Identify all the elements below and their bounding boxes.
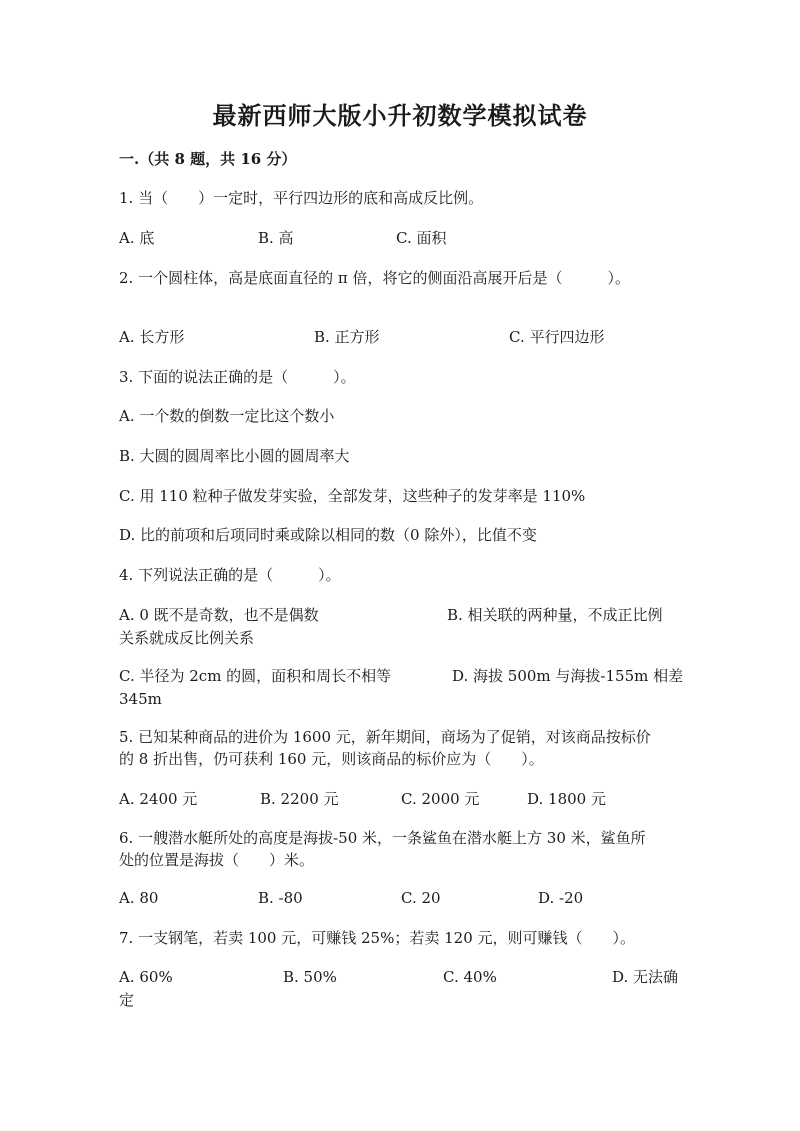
- question-5-stem-line-2: 的 8 折出售，仍可获利 160 元，则该商品的标价应为（ ）。: [119, 750, 544, 768]
- question-4-option-c: C. 半径为 2cm 的圆，面积和周长不相等: [119, 667, 392, 685]
- question-2-option-b: B. 正方形: [314, 328, 380, 346]
- question-7-option-b: B. 50%: [283, 968, 337, 986]
- question-7-option-a: A. 60%: [119, 968, 173, 986]
- section-heading: 一.（共 8 题，共 16 分）: [119, 150, 297, 168]
- question-1-option-b: B. 高: [258, 229, 294, 247]
- question-5-option-d: D. 1800 元: [527, 790, 606, 808]
- question-5-option-a: A. 2400 元: [119, 790, 198, 808]
- question-6-stem-line-2: 处的位置是海拔（ ）米。: [119, 851, 315, 869]
- page-title: 最新西师大版小升初数学模拟试卷: [212, 101, 588, 130]
- question-6-option-c: C. 20: [401, 889, 441, 907]
- question-4-stem: 4. 下列说法正确的是（ ）。: [119, 566, 341, 584]
- question-2-stem: 2. 一个圆柱体，高是底面直径的 π 倍，将它的侧面沿高展开后是（ ）。: [119, 269, 630, 287]
- question-7-option-d: D. 无法确: [612, 968, 679, 986]
- question-7-stem: 7. 一支钢笔，若卖 100 元，可赚钱 25%；若卖 120 元，则可赚钱（ ）。: [119, 929, 636, 947]
- question-3-option-b: B. 大圆的圆周率比小圆的圆周率大: [119, 447, 350, 465]
- question-1-option-a: A. 底: [119, 229, 155, 247]
- question-5-option-b: B. 2200 元: [260, 790, 339, 808]
- question-2-option-a: A. 长方形: [119, 328, 185, 346]
- question-7-option-d-wrap: 定: [119, 991, 135, 1009]
- question-6-option-d: D. -20: [538, 889, 584, 907]
- question-3-option-a: A. 一个数的倒数一定比这个数小: [119, 407, 335, 425]
- question-3-stem: 3. 下面的说法正确的是（ ）。: [119, 368, 356, 386]
- question-3-option-d: D. 比的前项和后项同时乘或除以相同的数（0 除外），比值不变: [119, 526, 537, 544]
- question-1-stem: 1. 当（ ）一定时，平行四边形的底和高成反比例。: [119, 189, 484, 207]
- question-3-option-c: C. 用 110 粒种子做发芽实验，全部发芽，这些种子的发芽率是 110%: [119, 487, 586, 505]
- question-6-option-a: A. 80: [119, 889, 159, 907]
- question-4-option-b: B. 相关联的两种量，不成正比例: [447, 606, 663, 624]
- question-4-option-a: A. 0 既不是奇数，也不是偶数: [119, 606, 319, 624]
- question-5-stem-line-1: 5. 已知某种商品的进价为 1600 元，新年期间，商场为了促销，对该商品按标价: [119, 728, 651, 746]
- question-4-option-d-wrap: 345m: [119, 690, 162, 708]
- question-4-option-d: D. 海拔 500m 与海拔-155m 相差: [452, 667, 684, 685]
- question-7-option-c: C. 40%: [443, 968, 497, 986]
- question-2-option-c: C. 平行四边形: [509, 328, 605, 346]
- question-1-option-c: C. 面积: [396, 229, 447, 247]
- question-4-option-b-wrap: 关系就成反比例关系: [119, 629, 255, 647]
- question-5-option-c: C. 2000 元: [401, 790, 480, 808]
- question-6-stem-line-1: 6. 一艘潜水艇所处的高度是海拔-50 米，一条鲨鱼在潜水艇上方 30 米，鲨鱼所: [119, 829, 646, 847]
- question-6-option-b: B. -80: [258, 889, 303, 907]
